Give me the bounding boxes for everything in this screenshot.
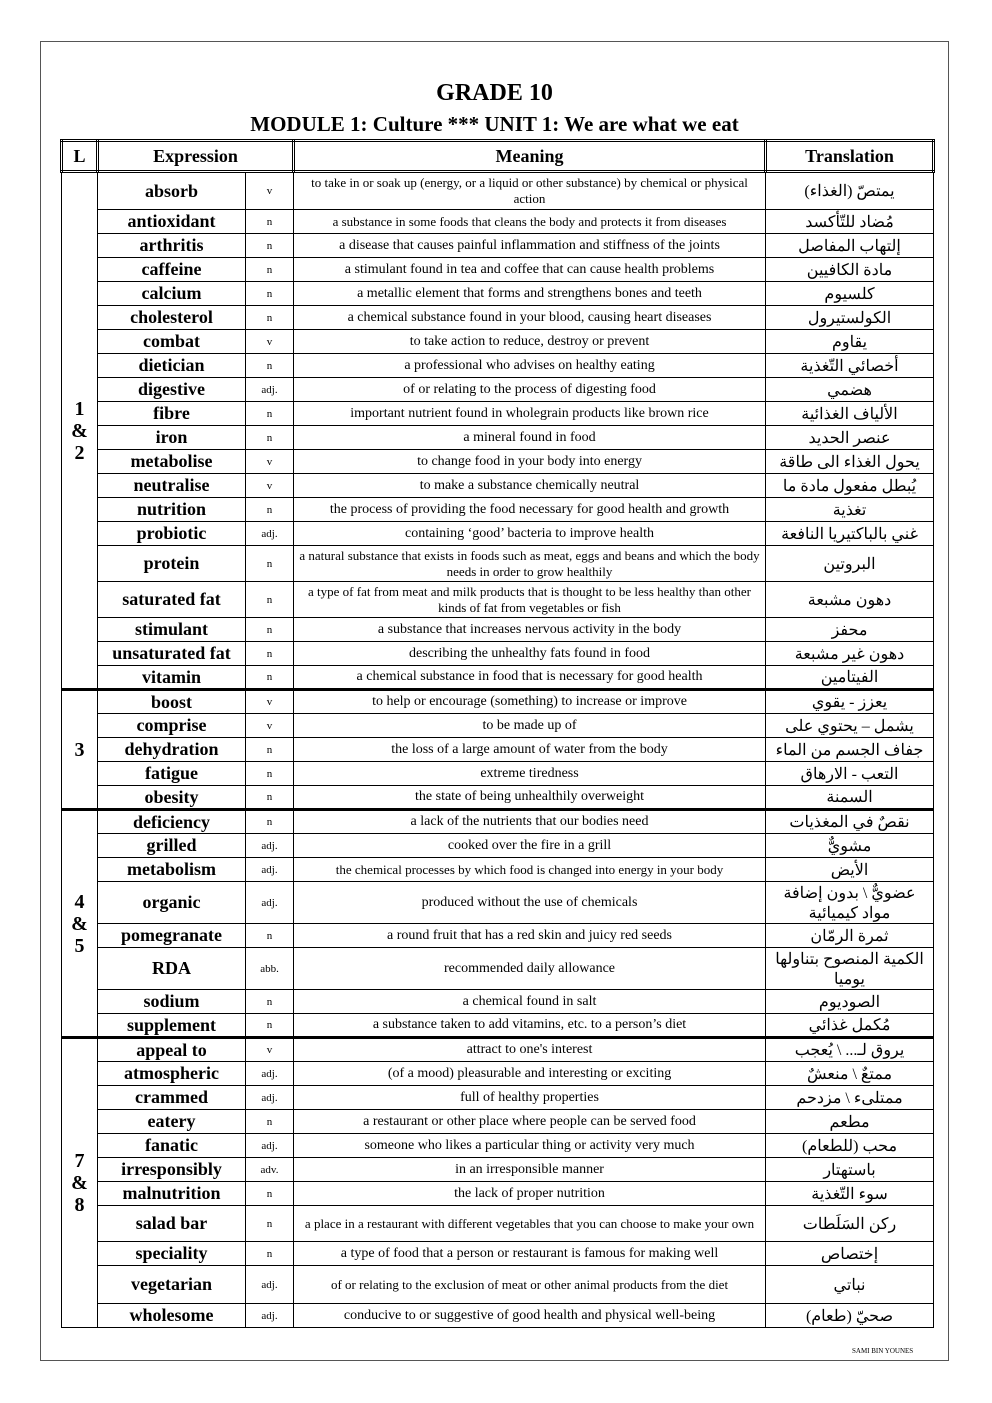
table-row (62, 762, 934, 786)
table-row (62, 378, 934, 402)
translation-text: يحول الغذاء الى طاقة (766, 450, 934, 474)
meaning-text: a chemical found in salt (294, 990, 766, 1014)
translation-text: دهون مشبعة (766, 582, 934, 618)
part-of-speech: abb. (246, 948, 294, 990)
translation-text: عضويٌّ \ بدون إضافة مواد كيميائية (766, 882, 934, 924)
meaning-text: a natural substance that exists in foods such as meat, eggs and beans and which the body needs in order to grow healthily (294, 546, 766, 582)
table-row (62, 1086, 934, 1110)
table-row (62, 858, 934, 882)
meaning-text: important nutrient found in wholegrain products like brown rice (294, 402, 766, 426)
table-row (62, 1266, 934, 1304)
part-of-speech: n (246, 1182, 294, 1206)
translation-text: يشمل – يحتوي على (766, 714, 934, 738)
expression-word: eatery (98, 1110, 246, 1134)
meaning-text: a restaurant or other place where people can be served food (294, 1110, 766, 1134)
meaning-text: a type of fat from meat and milk products that is thought to be less healthy than other kinds of fat from vegetables or fish (294, 582, 766, 618)
translation-text: محب (للطعام) (766, 1134, 934, 1158)
expression-word: neutralise (98, 474, 246, 498)
meaning-text: in an irresponsible manner (294, 1158, 766, 1182)
expression-word: antioxidant (98, 210, 246, 234)
part-of-speech: adj. (246, 1134, 294, 1158)
part-of-speech: n (246, 738, 294, 762)
meaning-text: a substance taken to add vitamins, etc. to a person’s diet (294, 1014, 766, 1038)
part-of-speech: adj. (246, 1304, 294, 1328)
table-row (62, 1182, 934, 1206)
meaning-text: a chemical substance found in your blood, causing heart diseases (294, 306, 766, 330)
expression-word: dehydration (98, 738, 246, 762)
translation-text: صحيّ (طعام) (766, 1304, 934, 1328)
table-row (62, 498, 934, 522)
lesson-label: 3 (74, 738, 85, 761)
meaning-text: the state of being unhealthily overweight (294, 786, 766, 810)
table-row (62, 882, 934, 924)
translation-text: ممتلىء \ مزدحم (766, 1086, 934, 1110)
table-row (62, 810, 934, 834)
translation-text: الأيض (766, 858, 934, 882)
translation-text: هضمي (766, 378, 934, 402)
translation-text: إختصاص (766, 1242, 934, 1266)
translation-text: الكولستيرول (766, 306, 934, 330)
part-of-speech: n (246, 786, 294, 810)
expression-word: absorb (98, 172, 246, 210)
meaning-text: to be made up of (294, 714, 766, 738)
part-of-speech: n (246, 402, 294, 426)
part-of-speech: n (246, 618, 294, 642)
part-of-speech: n (246, 924, 294, 948)
expression-word: salad bar (98, 1206, 246, 1242)
translation-text: سوء التّغذية (766, 1182, 934, 1206)
table-row (62, 474, 934, 498)
table-row (62, 354, 934, 378)
table-row (62, 172, 934, 210)
part-of-speech: n (246, 1206, 294, 1242)
table-row (62, 1158, 934, 1182)
part-of-speech: adj. (246, 882, 294, 924)
table-row (62, 1038, 934, 1062)
part-of-speech: n (246, 498, 294, 522)
part-of-speech: n (246, 234, 294, 258)
translation-text: محفز (766, 618, 934, 642)
part-of-speech: n (246, 546, 294, 582)
grade-title: GRADE 10 (436, 80, 553, 106)
part-of-speech: n (246, 306, 294, 330)
expression-word: metabolise (98, 450, 246, 474)
table-row (62, 834, 934, 858)
expression-word: obesity (98, 786, 246, 810)
table-row (62, 738, 934, 762)
translation-text: غني بالباكتيريا النافعة (766, 522, 934, 546)
part-of-speech: n (246, 582, 294, 618)
translation-text: مُضاد للتّأكسد (766, 210, 934, 234)
meaning-text: recommended daily allowance (294, 948, 766, 990)
table-row (62, 402, 934, 426)
meaning-text: attract to one's interest (294, 1038, 766, 1062)
table-row (62, 642, 934, 666)
part-of-speech: n (246, 990, 294, 1014)
expression-word: fibre (98, 402, 246, 426)
part-of-speech: adj. (246, 1062, 294, 1086)
meaning-text: a stimulant found in tea and coffee that can cause health problems (294, 258, 766, 282)
header-row (62, 141, 934, 172)
meaning-text: describing the unhealthy fats found in food (294, 642, 766, 666)
lesson-number (62, 172, 98, 690)
lesson-label: 1 (74, 397, 85, 420)
meaning-text: the process of providing the food necessary for good health and growth (294, 498, 766, 522)
table-row (62, 1110, 934, 1134)
part-of-speech: v (246, 1038, 294, 1062)
translation-text: يُبطل مفعول مادة ما (766, 474, 934, 498)
table-row (62, 924, 934, 948)
expression-word: saturated fat (98, 582, 246, 618)
lesson-label: 5 (74, 934, 85, 957)
translation-text: الألياف الغذائية (766, 402, 934, 426)
table-row (62, 522, 934, 546)
table-row (62, 666, 934, 690)
lesson-number (62, 690, 98, 810)
part-of-speech: n (246, 258, 294, 282)
translation-text: يقاوم (766, 330, 934, 354)
table-row (62, 546, 934, 582)
module-title: MODULE 1: Culture *** UNIT 1: We are what we eat (250, 112, 739, 136)
meaning-text: a type of food that a person or restaurant is famous for making well (294, 1242, 766, 1266)
table-row (62, 234, 934, 258)
part-of-speech: adj. (246, 858, 294, 882)
expression-word: fanatic (98, 1134, 246, 1158)
part-of-speech: adv. (246, 1158, 294, 1182)
translation-text: الصوديوم (766, 990, 934, 1014)
part-of-speech: n (246, 1110, 294, 1134)
translation-text: دهون غير مشبعة (766, 642, 934, 666)
translation-text: الفيتامين (766, 666, 934, 690)
meaning-text: to change food in your body into energy (294, 450, 766, 474)
expression-word: deficiency (98, 810, 246, 834)
expression-word: grilled (98, 834, 246, 858)
meaning-text: a round fruit that has a red skin and juicy red seeds (294, 924, 766, 948)
table-row (62, 1062, 934, 1086)
part-of-speech: adj. (246, 1086, 294, 1110)
lesson-number (62, 810, 98, 1038)
expression-word: pomegranate (98, 924, 246, 948)
meaning-text: of or relating to the process of digesting food (294, 378, 766, 402)
part-of-speech: n (246, 810, 294, 834)
meaning-text: of or relating to the exclusion of meat or other animal products from the diet (294, 1266, 766, 1304)
part-of-speech: n (246, 642, 294, 666)
table-row (62, 258, 934, 282)
meaning-text: a professional who advises on healthy eating (294, 354, 766, 378)
expression-word: nutrition (98, 498, 246, 522)
translation-text: أخصائي التّغذية (766, 354, 934, 378)
table-row (62, 990, 934, 1014)
col-meaning: Meaning (294, 141, 766, 172)
expression-word: combat (98, 330, 246, 354)
expression-word: calcium (98, 282, 246, 306)
expression-word: digestive (98, 378, 246, 402)
table-row (62, 714, 934, 738)
expression-word: comprise (98, 714, 246, 738)
part-of-speech: n (246, 354, 294, 378)
table-row (62, 786, 934, 810)
table-row (62, 582, 934, 618)
part-of-speech: v (246, 450, 294, 474)
translation-text: مُكمل غذائي (766, 1014, 934, 1038)
expression-word: appeal to (98, 1038, 246, 1062)
lesson-number (62, 1038, 98, 1328)
expression-word: crammed (98, 1086, 246, 1110)
translation-text: ثمرة الرمّان (766, 924, 934, 948)
table-row (62, 1134, 934, 1158)
part-of-speech: n (246, 426, 294, 450)
expression-word: wholesome (98, 1304, 246, 1328)
meaning-text: a substance in some foods that cleans the body and protects it from diseases (294, 210, 766, 234)
translation-text: السمنة (766, 786, 934, 810)
meaning-text: the lack of proper nutrition (294, 1182, 766, 1206)
expression-word: RDA (98, 948, 246, 990)
expression-word: caffeine (98, 258, 246, 282)
table-row (62, 282, 934, 306)
meaning-text: a mineral found in food (294, 426, 766, 450)
expression-word: vegetarian (98, 1266, 246, 1304)
meaning-text: someone who likes a particular thing or activity very much (294, 1134, 766, 1158)
part-of-speech: v (246, 474, 294, 498)
part-of-speech: n (246, 282, 294, 306)
part-of-speech: v (246, 714, 294, 738)
part-of-speech: adj. (246, 834, 294, 858)
expression-word: unsaturated fat (98, 642, 246, 666)
part-of-speech: adj. (246, 378, 294, 402)
translation-text: البروتين (766, 546, 934, 582)
translation-text: مطعم (766, 1110, 934, 1134)
lesson-label: 2 (74, 441, 85, 464)
table-row (62, 210, 934, 234)
part-of-speech: n (246, 1242, 294, 1266)
translation-text: ركن السَلَطات (766, 1206, 934, 1242)
expression-word: stimulant (98, 618, 246, 642)
meaning-text: conducive to or suggestive of good health and physical well-being (294, 1304, 766, 1328)
lesson-label: 8 (74, 1194, 85, 1216)
lesson-label: & (71, 912, 88, 935)
expression-word: iron (98, 426, 246, 450)
expression-word: probiotic (98, 522, 246, 546)
meaning-text: to help or encourage (something) to increase or improve (294, 690, 766, 714)
translation-text: مشويٌّ (766, 834, 934, 858)
table-row (62, 618, 934, 642)
translation-text: يمتصّ (الغذاء) (766, 172, 934, 210)
part-of-speech: n (246, 762, 294, 786)
translation-text: عنصر الحديد (766, 426, 934, 450)
translation-text: التعب - الارهاق (766, 762, 934, 786)
meaning-text: a substance that increases nervous activity in the body (294, 618, 766, 642)
col-lesson: L (62, 141, 98, 172)
translation-text: جفاف الجسم من الماء (766, 738, 934, 762)
expression-word: malnutrition (98, 1182, 246, 1206)
translation-text: تغذية (766, 498, 934, 522)
lesson-label: 7 (74, 1150, 85, 1172)
expression-word: vitamin (98, 666, 246, 690)
vocabulary-body (62, 172, 934, 1328)
meaning-text: (of a mood) pleasurable and interesting or exciting (294, 1062, 766, 1086)
table-row (62, 1206, 934, 1242)
part-of-speech: adj. (246, 522, 294, 546)
translation-text: ممتعٌ \ منعشٌ (766, 1062, 934, 1086)
translation-text: يعزز - يقوي (766, 690, 934, 714)
expression-word: boost (98, 690, 246, 714)
lesson-label: 4 (74, 890, 85, 913)
translation-text: نباتي (766, 1266, 934, 1304)
meaning-text: a place in a restaurant with different vegetables that you can choose to make your own (294, 1206, 766, 1242)
expression-word: speciality (98, 1242, 246, 1266)
expression-word: supplement (98, 1014, 246, 1038)
expression-word: sodium (98, 990, 246, 1014)
translation-text: كلسيوم (766, 282, 934, 306)
table-row (62, 1242, 934, 1266)
meaning-text: extreme tiredness (294, 762, 766, 786)
meaning-text: produced without the use of chemicals (294, 882, 766, 924)
expression-word: cholesterol (98, 306, 246, 330)
table-row (62, 690, 934, 714)
translation-text: إلتهاب المفاصل (766, 234, 934, 258)
meaning-text: to take action to reduce, destroy or prevent (294, 330, 766, 354)
part-of-speech: n (246, 666, 294, 690)
table-row (62, 426, 934, 450)
part-of-speech: adj. (246, 1266, 294, 1304)
part-of-speech: v (246, 172, 294, 210)
meaning-text: full of healthy properties (294, 1086, 766, 1110)
meaning-text: to take in or soak up (energy, or a liquid or other substance) by chemical or physical action (294, 172, 766, 210)
expression-word: atmospheric (98, 1062, 246, 1086)
expression-word: metabolism (98, 858, 246, 882)
col-expression: Expression (98, 141, 294, 172)
translation-text: باستهتار (766, 1158, 934, 1182)
meaning-text: the loss of a large amount of water from the body (294, 738, 766, 762)
expression-word: organic (98, 882, 246, 924)
expression-word: fatigue (98, 762, 246, 786)
meaning-text: a disease that causes painful inflammation and stiffness of the joints (294, 234, 766, 258)
translation-text: نقصٌ في المغذيات (766, 810, 934, 834)
table-row (62, 1014, 934, 1038)
table-row (62, 330, 934, 354)
col-translation: Translation (766, 141, 934, 172)
meaning-text: a metallic element that forms and strengthens bones and teeth (294, 282, 766, 306)
table-row (62, 306, 934, 330)
vocabulary-table (60, 139, 935, 1328)
meaning-text: to make a substance chemically neutral (294, 474, 766, 498)
part-of-speech: n (246, 210, 294, 234)
translation-text: مادة الكافيين (766, 258, 934, 282)
translation-text: يروق لـ... \ يُعجب (766, 1038, 934, 1062)
expression-word: arthritis (98, 234, 246, 258)
meaning-text: cooked over the fire in a grill (294, 834, 766, 858)
table-row (62, 450, 934, 474)
expression-word: irresponsibly (98, 1158, 246, 1182)
translation-text: الكمية المنصوح بتناولها يوميا (766, 948, 934, 990)
meaning-text: the chemical processes by which food is changed into energy in your body (294, 858, 766, 882)
lesson-label: & (71, 419, 88, 442)
expression-word: protein (98, 546, 246, 582)
part-of-speech: v (246, 690, 294, 714)
part-of-speech: v (246, 330, 294, 354)
table-row (62, 948, 934, 990)
lesson-label: & (71, 1172, 88, 1194)
meaning-text: a chemical substance in food that is necessary for good health (294, 666, 766, 690)
author-credit: SAMI BIN YOUNES (852, 1347, 914, 1355)
meaning-text: containing ‘good’ bacteria to improve health (294, 522, 766, 546)
expression-word: dietician (98, 354, 246, 378)
part-of-speech: n (246, 1014, 294, 1038)
table-row (62, 1304, 934, 1328)
meaning-text: a lack of the nutrients that our bodies need (294, 810, 766, 834)
